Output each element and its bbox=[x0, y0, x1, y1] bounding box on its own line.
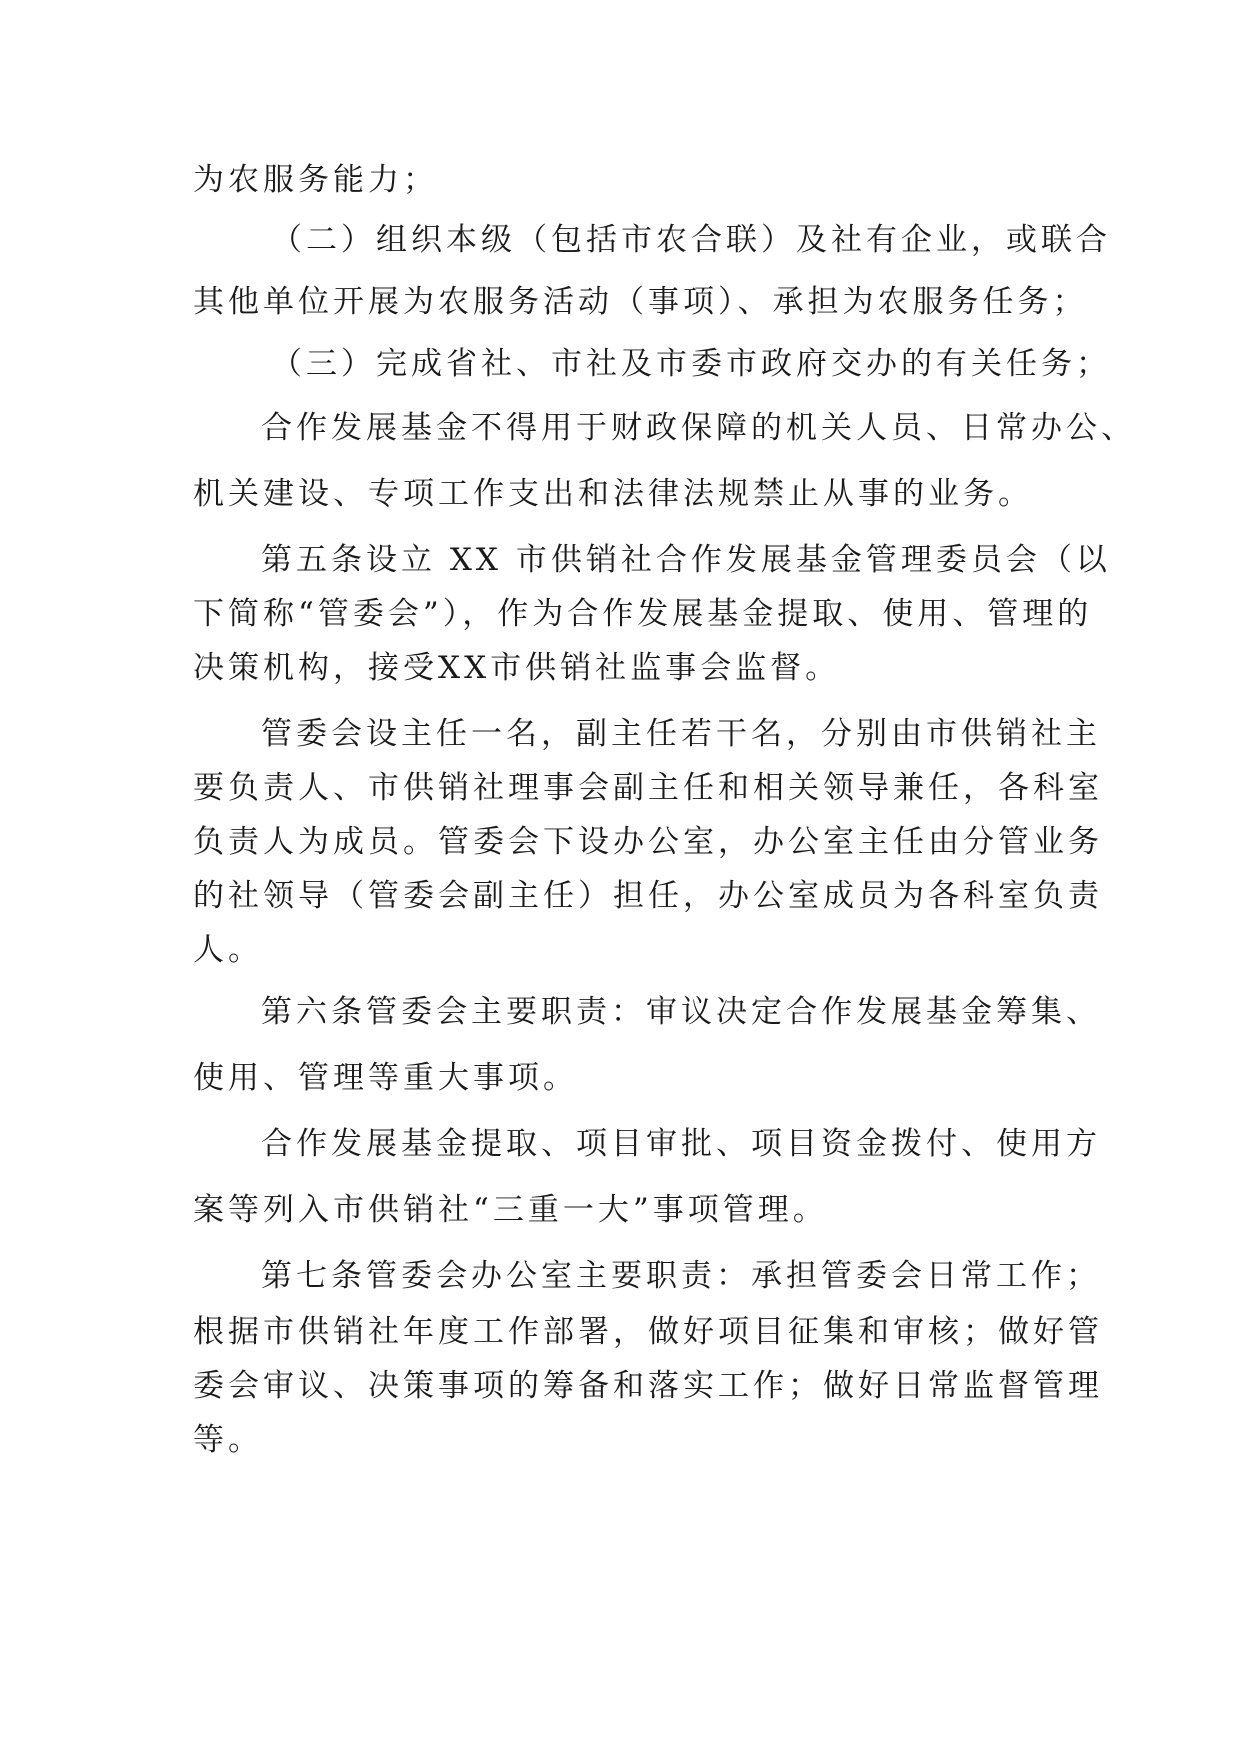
text-line: 负责人为成员。管委会下设办公室，办公室主任由分管业务 bbox=[193, 824, 1103, 860]
text-line: 第六条管委会主要职责：审议决定合作发展基金筹集、 bbox=[261, 994, 1101, 1030]
text-line: （三）完成省社、市社及市委市政府交办的有关任务； bbox=[271, 346, 1111, 382]
text-line: （二）组织本级（包括市农合联）及社有企业，或联合 bbox=[271, 222, 1111, 258]
text-line: 的社领导（管委会副主任）担任，办公室成员为各科室负责 bbox=[193, 878, 1103, 914]
text-line: 案等列入市供销社“三重一大”事项管理。 bbox=[193, 1192, 828, 1228]
text-line: 管委会设主任一名，副主任若干名，分别由市供销社主 bbox=[261, 716, 1101, 752]
text-line: 根据市供销社年度工作部署，做好项目征集和审核；做好管 bbox=[193, 1314, 1103, 1350]
text-line: 要负责人、市供销社理事会副主任和相关领导兼任，各科室 bbox=[193, 770, 1103, 806]
text-line: 人。 bbox=[193, 932, 263, 968]
text-line: 下简称“管委会”），作为合作发展基金提取、使用、管理的 bbox=[193, 596, 1093, 632]
text-line: 第五条设立 XX 市供销社合作发展基金管理委员会（以 bbox=[261, 542, 1111, 578]
text-line: 决策机构，接受XX市供销社监事会监督。 bbox=[193, 650, 841, 686]
text-line: 合作发展基金不得用于财政保障的机关人员、日常办公、 bbox=[261, 410, 1136, 446]
text-line: 合作发展基金提取、项目审批、项目资金拨付、使用方 bbox=[261, 1126, 1101, 1162]
text-line: 使用、管理等重大事项。 bbox=[193, 1060, 578, 1096]
text-line: 其他单位开展为农服务活动（事项）、承担为农服务任务； bbox=[193, 284, 1088, 320]
text-line: 机关建设、专项工作支出和法律法规禁止从事的业务。 bbox=[193, 476, 1033, 512]
text-line: 第七条管委会办公室主要职责：承担管委会日常工作； bbox=[261, 1258, 1101, 1294]
text-line: 为农服务能力； bbox=[193, 162, 438, 198]
text-line: 委会审议、决策事项的筹备和落实工作；做好日常监督管理 bbox=[193, 1368, 1103, 1404]
text-line: 等。 bbox=[193, 1422, 263, 1458]
